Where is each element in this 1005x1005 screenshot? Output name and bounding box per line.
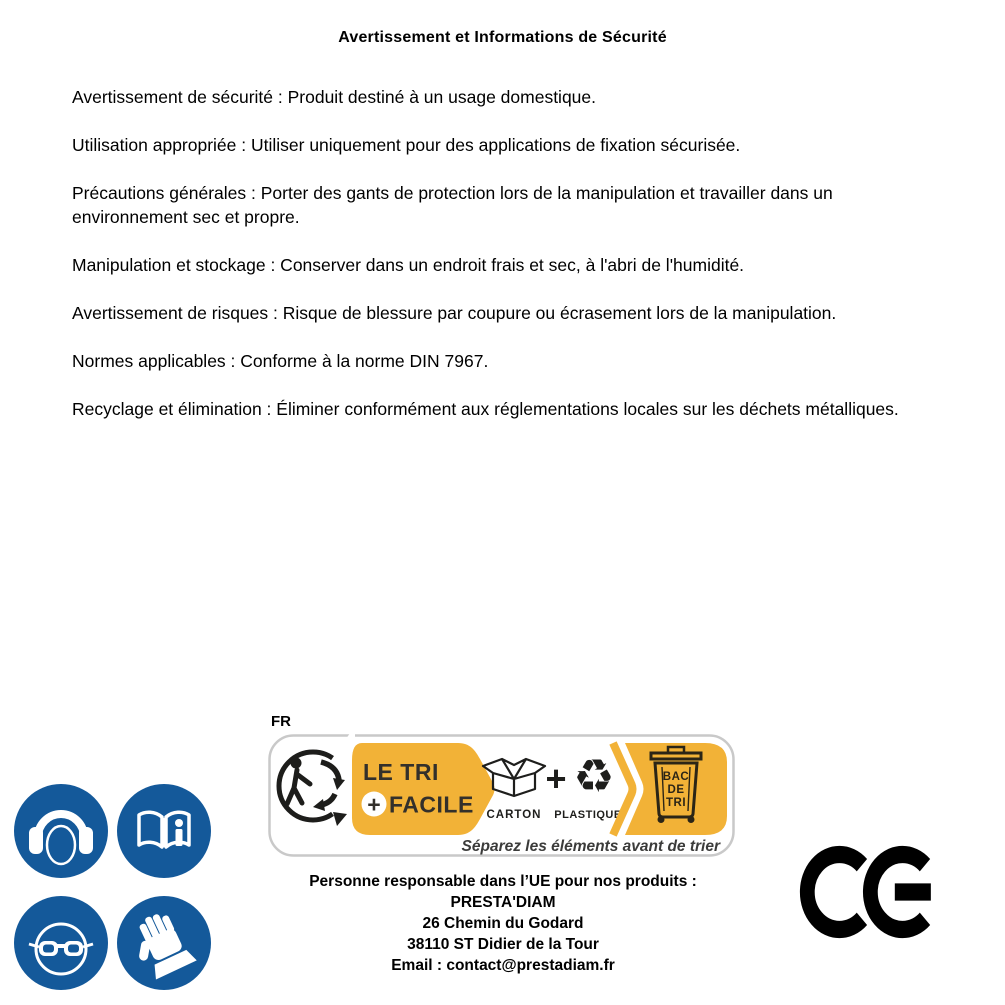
address-street: 26 Chemin du Godard bbox=[422, 915, 584, 932]
address-city: 38110 ST Didier de la Tour bbox=[407, 936, 599, 953]
page-title: Avertissement et Informations de Sécurité bbox=[338, 29, 667, 46]
contact-email: Email : contact@prestadiam.fr bbox=[391, 957, 615, 974]
bin-text-line: BAC bbox=[662, 771, 690, 783]
material-carton-label: CARTON bbox=[486, 809, 542, 821]
responsible-line: Personne responsable dans l’UE pour nos produits : bbox=[309, 873, 697, 890]
safety-paragraph: Manipulation et stockage : Conserver dans un endroit frais et sec, à l'abri de l'humidité. bbox=[72, 255, 745, 275]
safety-paragraph: Utilisation appropriée : Utiliser uniquement pour des applications de fixation sécurisée. bbox=[72, 135, 741, 155]
bin-text-line: DE bbox=[667, 784, 685, 796]
safety-paragraph: Normes applicables : Conforme à la norme DIN 7967. bbox=[72, 351, 489, 371]
recycling-symbol-icon: ♻ bbox=[573, 750, 615, 802]
mandatory-pictograms bbox=[13, 783, 212, 991]
plus-separator: + bbox=[545, 758, 567, 799]
responsible-person-block bbox=[253, 871, 753, 976]
bin-text-line: TRI bbox=[665, 797, 687, 809]
headline-band bbox=[352, 743, 495, 835]
ce-marking-logo bbox=[797, 844, 945, 940]
sorting-instruction: Séparez les éléments avant de trier bbox=[461, 838, 720, 855]
protective-gloves-icon bbox=[116, 895, 212, 991]
headline-line2: FACILE bbox=[389, 791, 474, 818]
safety-paragraph: Avertissement de risques : Risque de blessure par coupure ou écrasement lors de la manipulation. bbox=[72, 303, 837, 323]
material-plastique-label: PLASTIQUE bbox=[554, 809, 622, 821]
safety-paragraph: Précautions générales : Porter des gants de protection lors de la manipulation et travailler dans un environnement sec et propre. bbox=[72, 183, 833, 227]
safety-text bbox=[72, 85, 934, 445]
info-tri-recycling-label bbox=[268, 734, 735, 857]
safety-paragraph: Recyclage et élimination : Éliminer conformément aux réglementations locales sur les déchets métalliques. bbox=[72, 399, 899, 419]
headline-plus: + bbox=[367, 791, 381, 818]
eye-protection-icon bbox=[13, 895, 109, 991]
country-code-label: FR bbox=[271, 713, 291, 730]
safety-paragraph: Avertissement de sécurité : Produit destiné à un usage domestique. bbox=[72, 87, 597, 107]
ear-protection-icon bbox=[13, 783, 109, 879]
company-name: PRESTA'DIAM bbox=[450, 894, 556, 911]
read-manual-icon bbox=[116, 783, 212, 879]
headline-line1: LE TRI bbox=[363, 759, 439, 785]
